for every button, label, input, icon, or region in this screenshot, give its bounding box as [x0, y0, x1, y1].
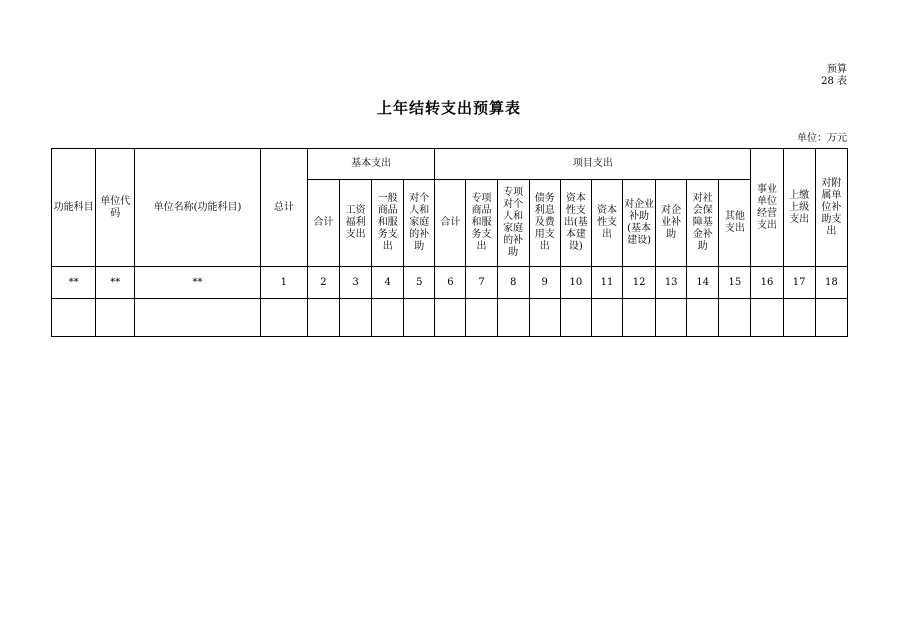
page-title: 上年结转支出预算表: [376, 99, 521, 117]
header-unit-name: 单位名称(功能科目): [135, 149, 260, 267]
index-cell: 18: [815, 267, 847, 299]
empty-cell: [435, 299, 466, 337]
index-cell: 3: [340, 267, 372, 299]
index-cell: 10: [560, 267, 591, 299]
header-basic-personal: 对个人和家庭的补助: [404, 180, 435, 267]
empty-cell: [52, 299, 96, 337]
header-project-total: 合计: [435, 180, 466, 267]
header-func-subject: 功能科目: [52, 149, 96, 267]
header-project-social-security: 对社会保障基金补助: [687, 180, 719, 267]
header-business-ops: 事业单位经营支出: [751, 149, 783, 267]
header-basic-salary: 工资福利支出: [340, 180, 372, 267]
empty-cell: [815, 299, 847, 337]
empty-cell: [307, 299, 339, 337]
header-superior-pay: 上缴上级支出: [783, 149, 815, 267]
empty-cell: [560, 299, 591, 337]
header-project-other: 其他支出: [719, 180, 751, 267]
header-project-enterprise: 对企业补助: [656, 180, 687, 267]
empty-cell: [96, 299, 135, 337]
index-cell: **: [96, 267, 135, 299]
empty-cell: [751, 299, 783, 337]
corner-line-2: 28 表: [821, 76, 847, 87]
unit-label: 单位：万元: [797, 133, 847, 144]
empty-cell: [372, 299, 404, 337]
empty-cell: [783, 299, 815, 337]
header-basic-goods: 一般商品和服务支出: [372, 180, 404, 267]
index-cell: 4: [372, 267, 404, 299]
empty-cell: [719, 299, 751, 337]
header-project-capital: 资本性支出: [591, 180, 622, 267]
index-cell: 5: [404, 267, 435, 299]
empty-cell: [340, 299, 372, 337]
header-project-capital-build: 资本性支出(基本建设): [560, 180, 591, 267]
header-basic-total: 合计: [307, 180, 339, 267]
empty-cell: [623, 299, 656, 337]
index-cell: 13: [656, 267, 687, 299]
index-cell: 12: [623, 267, 656, 299]
empty-cell: [591, 299, 622, 337]
header-project-debt: 债务利息及费用支出: [529, 180, 560, 267]
index-cell: 9: [529, 267, 560, 299]
header-unit-code: 单位代码: [96, 149, 135, 267]
header-total: 总计: [260, 149, 307, 267]
table-row: [52, 267, 848, 299]
index-cell: **: [135, 267, 260, 299]
header-project-enterprise-build: 对企业补助(基本建设): [623, 180, 656, 267]
empty-cell: [529, 299, 560, 337]
empty-cell: [497, 299, 529, 337]
index-cell: 8: [497, 267, 529, 299]
empty-cell: [260, 299, 307, 337]
index-cell: 14: [687, 267, 719, 299]
empty-cell: [404, 299, 435, 337]
corner-line-1: 预算: [827, 64, 847, 75]
budget-table: [51, 148, 848, 337]
header-subsidiary: 对附属单位补助支出: [815, 149, 847, 267]
table-number: [821, 64, 847, 88]
header-project-group: 项目支出: [435, 149, 751, 180]
index-cell: **: [52, 267, 96, 299]
index-cell: 1: [260, 267, 307, 299]
empty-cell: [687, 299, 719, 337]
index-cell: 17: [783, 267, 815, 299]
index-cell: 11: [591, 267, 622, 299]
index-cell: 7: [466, 267, 497, 299]
index-cell: 2: [307, 267, 339, 299]
header-basic-group: 基本支出: [307, 149, 434, 180]
empty-cell: [656, 299, 687, 337]
empty-cell: [466, 299, 497, 337]
empty-cell: [135, 299, 260, 337]
header-project-goods: 专项商品和服务支出: [466, 180, 497, 267]
index-cell: 16: [751, 267, 783, 299]
index-cell: 15: [719, 267, 751, 299]
header-project-personal: 专项对个人和家庭的补助: [497, 180, 529, 267]
table-row: [52, 299, 848, 337]
index-cell: 6: [435, 267, 466, 299]
